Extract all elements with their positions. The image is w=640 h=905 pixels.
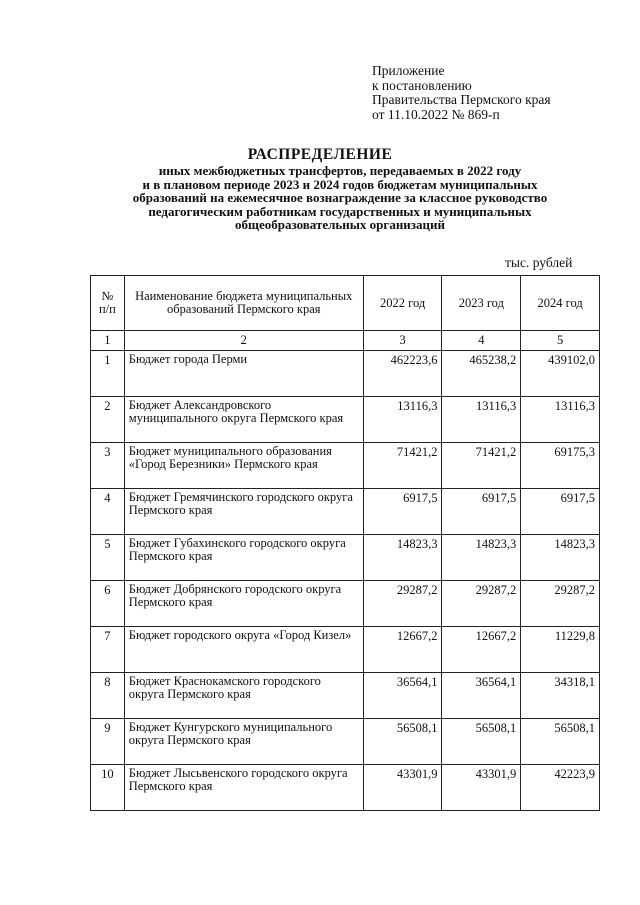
table-row xyxy=(91,535,600,581)
table-row xyxy=(91,673,600,719)
row-value-2024: 11229,8 xyxy=(521,627,600,673)
table-row xyxy=(91,397,600,443)
row-budget-name: Бюджет Краснокамского городского округа Пермского края xyxy=(124,673,363,719)
row-value-2023: 43301,9 xyxy=(442,765,521,811)
unit-label: тыс. рублей xyxy=(505,255,573,270)
row-number: 4 xyxy=(91,489,125,535)
row-budget-name: Бюджет города Перми xyxy=(124,351,363,397)
row-value-2022: 43301,9 xyxy=(363,765,442,811)
row-value-2022: 14823,3 xyxy=(363,535,442,581)
row-number: 2 xyxy=(91,397,125,443)
row-number: 6 xyxy=(91,581,125,627)
row-budget-name: Бюджет Губахинского городского округа Пермского края xyxy=(124,535,363,581)
column-index: 4 xyxy=(442,331,521,351)
table-row xyxy=(91,765,600,811)
appendix-line: от 11.10.2022 № 869-п xyxy=(372,106,500,122)
header-2023: 2023 год xyxy=(442,276,521,331)
row-value-2024: 42223,9 xyxy=(521,765,600,811)
row-value-2023: 71421,2 xyxy=(442,443,521,489)
row-value-2024: 34318,1 xyxy=(521,673,600,719)
appendix-line: Приложение xyxy=(372,63,445,78)
subtitle-line: и в плановом периоде 2023 и 2024 годов бюджетам муниципальных xyxy=(142,176,538,192)
column-index: 2 xyxy=(124,331,363,351)
row-value-2022: 36564,1 xyxy=(363,673,442,719)
table-row xyxy=(91,351,600,397)
row-value-2023: 6917,5 xyxy=(442,489,521,535)
row-value-2024: 69175,3 xyxy=(521,443,600,489)
row-budget-name: Бюджет муниципального образования «Город Березники» Пермского края xyxy=(124,443,363,489)
column-index: 5 xyxy=(521,331,600,351)
row-value-2024: 14823,3 xyxy=(521,535,600,581)
row-value-2023: 29287,2 xyxy=(442,581,521,627)
row-number: 10 xyxy=(91,765,125,811)
row-value-2023: 14823,3 xyxy=(442,535,521,581)
column-index-row xyxy=(91,331,600,351)
table-row xyxy=(91,581,600,627)
header-name: Наименование бюджета муниципальных образований Пермского края xyxy=(124,276,363,331)
column-index: 3 xyxy=(363,331,442,351)
row-value-2022: 56508,1 xyxy=(363,719,442,765)
row-number: 9 xyxy=(91,719,125,765)
table-row xyxy=(91,443,600,489)
table-row xyxy=(91,627,600,673)
header-2024: 2024 год xyxy=(521,276,600,331)
header-2022: 2022 год xyxy=(363,276,442,331)
distribution-table xyxy=(90,275,600,811)
row-value-2022: 29287,2 xyxy=(363,581,442,627)
appendix-line: к постановлению xyxy=(372,77,472,93)
row-budget-name: Бюджет городского округа «Город Кизел» xyxy=(124,627,363,673)
row-budget-name: Бюджет Александровского муниципального округа Пермского края xyxy=(124,397,363,443)
row-value-2023: 56508,1 xyxy=(442,719,521,765)
table-row xyxy=(91,489,600,535)
document-subtitle xyxy=(90,164,590,232)
row-value-2022: 12667,2 xyxy=(363,627,442,673)
row-number: 1 xyxy=(91,351,125,397)
appendix-line: Правительства Пермского края xyxy=(372,92,551,107)
row-value-2023: 13116,3 xyxy=(442,397,521,443)
row-value-2022: 462223,6 xyxy=(363,351,442,397)
appendix-block xyxy=(372,64,551,122)
subtitle-line: педагогическим работникам государственных и муниципальных xyxy=(148,203,532,219)
row-value-2022: 71421,2 xyxy=(363,443,442,489)
row-value-2024: 439102,0 xyxy=(521,351,600,397)
row-number: 5 xyxy=(91,535,125,581)
row-number: 8 xyxy=(91,673,125,719)
row-value-2023: 36564,1 xyxy=(442,673,521,719)
table-row xyxy=(91,719,600,765)
row-value-2022: 13116,3 xyxy=(363,397,442,443)
row-budget-name: Бюджет Кунгурского муниципального округа Пермского края xyxy=(124,719,363,765)
row-value-2024: 6917,5 xyxy=(521,489,600,535)
row-number: 3 xyxy=(91,443,125,489)
row-value-2023: 12667,2 xyxy=(442,627,521,673)
row-value-2024: 13116,3 xyxy=(521,397,600,443)
row-budget-name: Бюджет Лысьвенского городского округа Пермского края xyxy=(124,765,363,811)
row-budget-name: Бюджет Гремячинского городского округа Пермского края xyxy=(124,489,363,535)
row-value-2024: 29287,2 xyxy=(521,581,600,627)
subtitle-line: образований на ежемесячное вознаграждение за классное руководство xyxy=(132,190,548,205)
subtitle-line: общеобразовательных организаций xyxy=(234,217,445,232)
document-title: РАСПРЕДЕЛЕНИЕ xyxy=(247,146,393,163)
row-value-2022: 6917,5 xyxy=(363,489,442,535)
row-value-2024: 56508,1 xyxy=(521,719,600,765)
column-index: 1 xyxy=(91,331,125,351)
row-budget-name: Бюджет Добрянского городского округа Пермского края xyxy=(124,581,363,627)
subtitle-line: иных межбюджетных трансфертов, передаваемых в 2022 году xyxy=(158,163,522,178)
row-number: 7 xyxy=(91,627,125,673)
table-header-row xyxy=(91,276,600,331)
header-num: № п/п xyxy=(91,276,125,331)
row-value-2023: 465238,2 xyxy=(442,351,521,397)
